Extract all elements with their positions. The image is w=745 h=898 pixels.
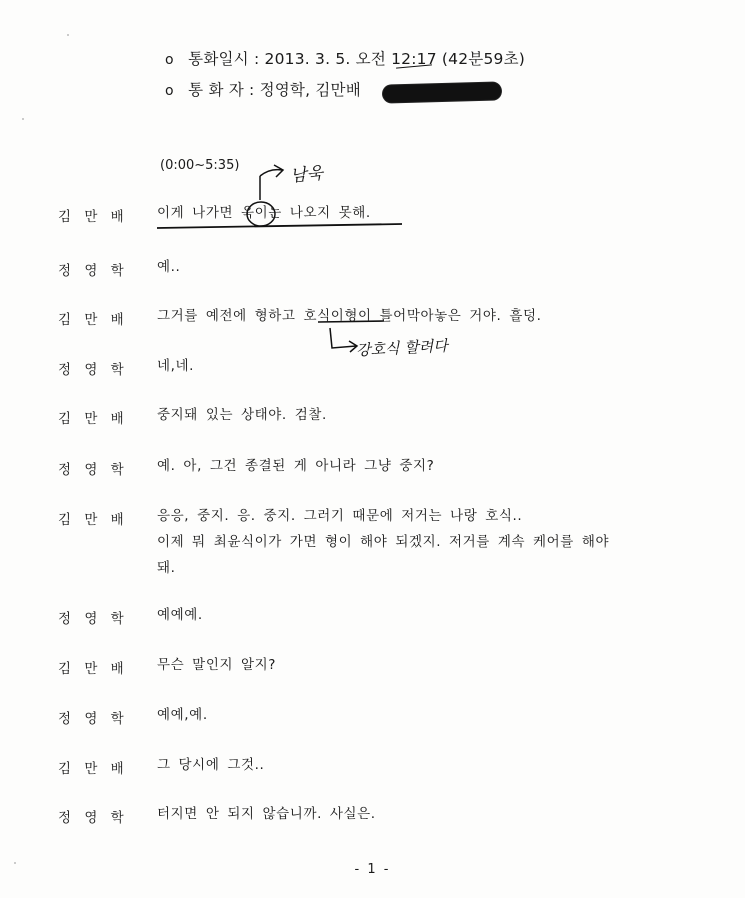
speaker-name: 정 영 학 xyxy=(58,711,129,727)
scan-speck xyxy=(67,34,69,36)
timestamp-range: (0:00~5:35) xyxy=(160,158,240,173)
speaker-name: 김 만 배 xyxy=(58,312,129,328)
call-datetime-line xyxy=(165,47,525,69)
speech-text: 그거를 예전에 형하고 호식이형이 틀어막아놓은 거야. 흘덩. xyxy=(157,308,542,324)
bullet-icon: o xyxy=(165,52,174,68)
speech-text: 중지돼 있는 상태야. 검찰. xyxy=(157,407,327,423)
scan-speck xyxy=(22,118,24,120)
handwritten-note: 남욱 xyxy=(289,163,325,187)
handwritten-note: 강호식 할려다 xyxy=(355,336,449,360)
speech-text: 이게 나가면 욱이는 나오지 못해. xyxy=(157,205,371,221)
handwritten-arrow xyxy=(330,328,357,352)
speaker-name: 정 영 학 xyxy=(58,362,129,378)
speaker-name: 정 영 학 xyxy=(58,263,129,279)
bullet-icon: o xyxy=(165,83,174,99)
call-datetime: 통화일시 : 2013. 3. 5. 오전 12:17 (42분59초) xyxy=(188,50,525,68)
speaker-name: 정 영 학 xyxy=(58,611,129,627)
speech-text: 예예예. xyxy=(157,607,203,623)
speaker-name: 김 만 배 xyxy=(58,411,129,427)
speaker-name: 정 영 학 xyxy=(58,462,129,478)
handwritten-arrow xyxy=(260,165,283,177)
speaker-name: 김 만 배 xyxy=(58,661,129,677)
speech-text: 예. 아, 그건 종결된 게 아니라 그냥 중지? xyxy=(157,458,435,474)
speaker-name: 김 만 배 xyxy=(58,761,129,777)
participants-line xyxy=(165,78,361,100)
speech-text: 예예,예. xyxy=(157,707,208,723)
speech-text: 예.. xyxy=(157,259,181,275)
speech-text: 무슨 말인지 알지? xyxy=(157,657,277,673)
speaker-name: 정 영 학 xyxy=(58,810,129,826)
scan-speck xyxy=(14,862,16,864)
redaction-mark xyxy=(383,82,501,102)
participants: 통 화 자 : 정영학, 김만배 xyxy=(188,81,361,99)
page-number: - 1 - xyxy=(354,862,391,877)
speaker-name: 김 만 배 xyxy=(58,209,129,225)
speech-text: 그 당시에 그것.. xyxy=(157,757,265,773)
speech-text: 네,네. xyxy=(157,358,195,374)
speech-text: 응응, 중지. 응. 중지. 그러기 때문에 저거는 나랑 호식.. 이제 뭐 최윤식이가 가면 형이 해야 되겠지. 저거를 계속 케어를 해야 돼. xyxy=(157,508,610,576)
speaker-name: 김 만 배 xyxy=(58,512,129,528)
speech-text: 터지면 안 되지 않습니까. 사실은. xyxy=(157,806,376,822)
